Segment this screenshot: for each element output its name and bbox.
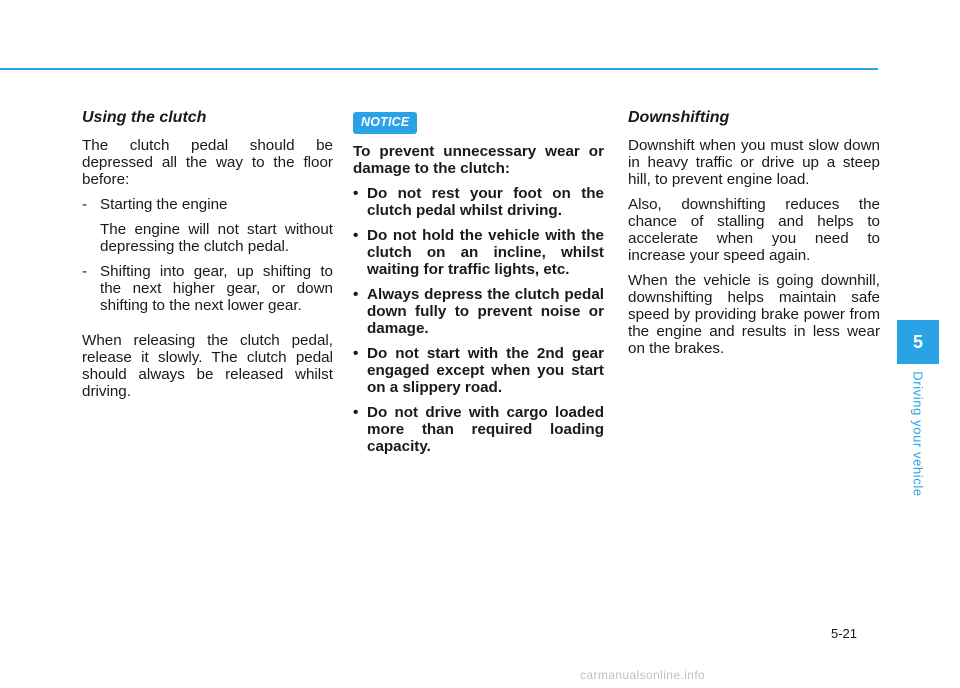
section-heading-downshifting: Downshifting (628, 109, 730, 126)
clutch-intro: The clutch pedal should be depressed all the way to the floor before: (82, 137, 333, 188)
downshift-paragraph: When the vehicle is going downhill, downshifting helps maintain safe speed by providing brake power from the engine and results in less wear on the brakes. (628, 272, 880, 357)
dash-marker: - (82, 196, 88, 213)
bullet-marker: • (353, 185, 359, 202)
notice-lead: To prevent unnecessary wear or damage to the clutch: (353, 143, 604, 177)
notice-badge: NOTICE (353, 112, 417, 134)
list-item (82, 196, 333, 255)
notice-bullet-text: Always depress the clutch pedal down fully to prevent noise or damage. (367, 286, 604, 337)
list-item (82, 263, 333, 314)
list-item (353, 227, 604, 278)
bullet-marker: • (353, 404, 359, 421)
notice-bullet-text: Do not hold the vehicle with the clutch on an incline, whilst waiting for traffic lights, etc. (367, 227, 604, 278)
list-item (353, 345, 604, 396)
notice-bullet-text: Do not rest your foot on the clutch pedal whilst driving. (367, 185, 604, 219)
list-item-title: Starting the engine (100, 196, 228, 213)
bullet-marker: • (353, 227, 359, 244)
page-number: 5-21 (831, 626, 858, 641)
list-item (353, 185, 604, 219)
watermark: carmanualsonline.info (580, 668, 706, 682)
notice-bullet-text: Do not start with the 2nd gear engaged except when you start on a slippery road. (367, 345, 604, 396)
bullet-marker: • (353, 286, 359, 303)
right-column (628, 108, 880, 365)
chapter-tab[interactable] (897, 320, 939, 364)
downshift-paragraph: Downshift when you must slow down in heavy traffic or drive up a steep hill, to prevent engine load. (628, 137, 880, 188)
header-rule (0, 68, 878, 70)
chapter-title: Driving your vehicle (910, 371, 926, 497)
bullet-marker: • (353, 345, 359, 362)
list-item (353, 286, 604, 337)
clutch-release-text: When releasing the clutch pedal, release it slowly. The clutch pedal should always be released whilst driving. (82, 332, 333, 400)
left-column (82, 108, 333, 408)
list-item (353, 404, 604, 455)
notice-bullet-text: Do not drive with cargo loaded more than required loading capacity. (367, 404, 604, 455)
chapter-number: 5 (912, 331, 923, 352)
downshift-paragraph: Also, downshifting reduces the chance of stalling and helps to accelerate when you need to increase your speed again. (628, 196, 880, 264)
notice-column (353, 112, 604, 463)
list-item-detail: The engine will not start without depressing the clutch pedal. (100, 221, 333, 255)
list-item-title: Shifting into gear, up shifting to the next higher gear, or down shifting to the next lower gear. (100, 263, 333, 314)
dash-marker: - (82, 263, 88, 280)
section-heading-clutch: Using the clutch (82, 109, 207, 126)
